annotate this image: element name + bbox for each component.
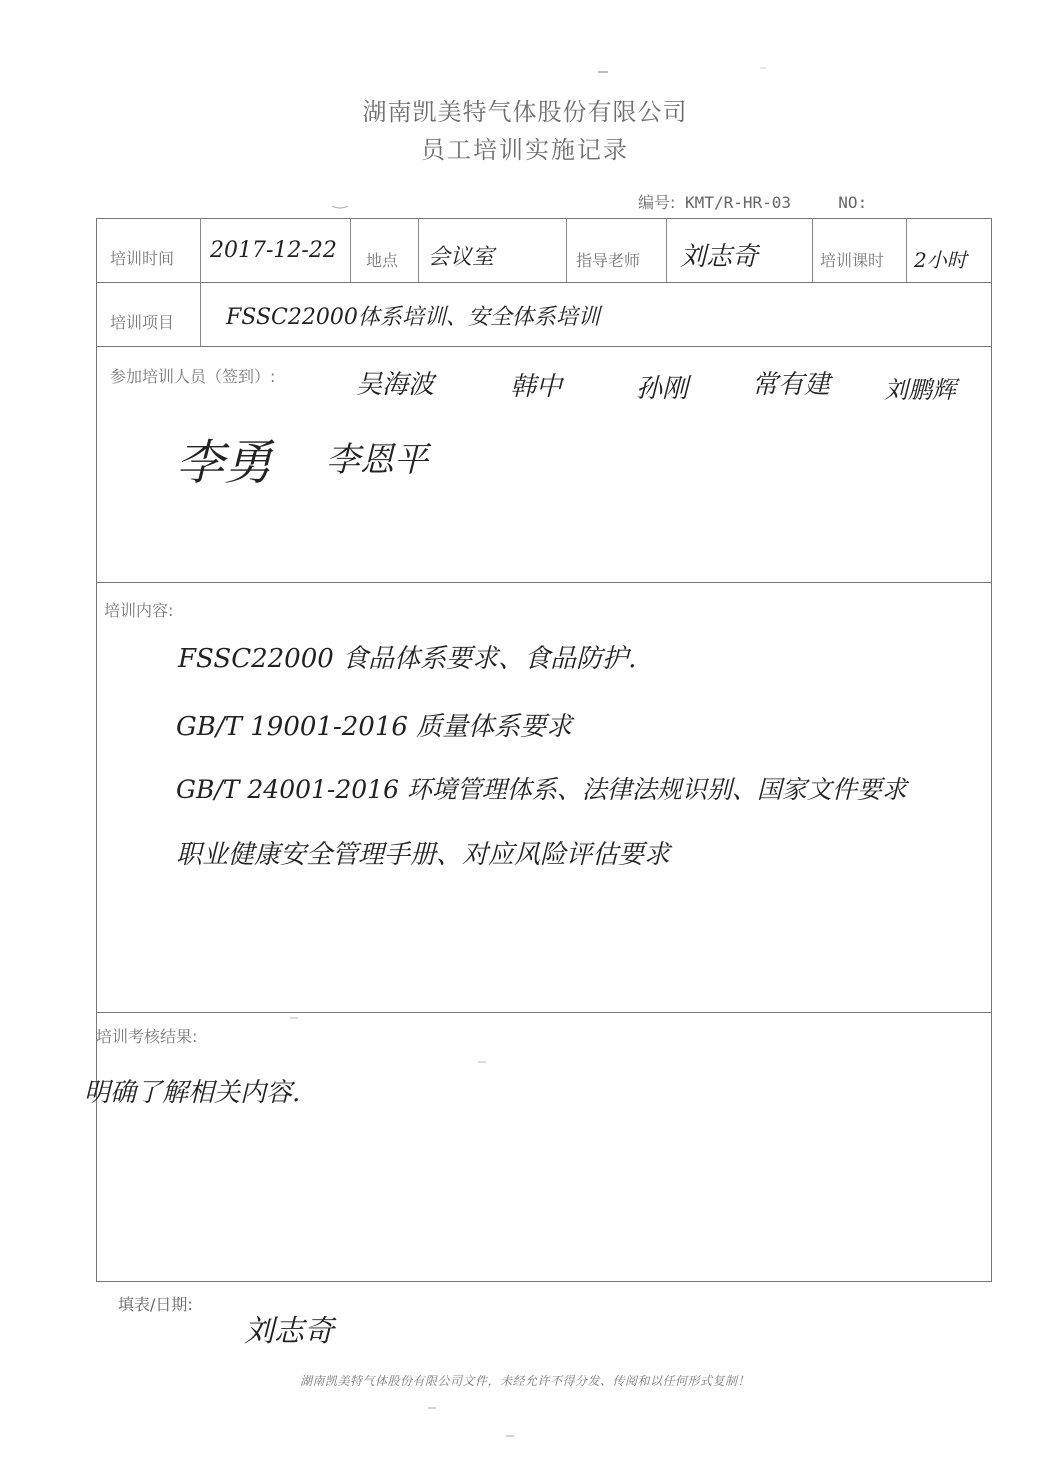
training-time-label: 培训时间	[110, 249, 175, 268]
place-label: 地点	[366, 251, 399, 270]
result-value: 明确了解相关内容.	[84, 1078, 301, 1108]
fill-date-label: 填表/日期:	[118, 1295, 193, 1314]
place-value: 会议室	[428, 245, 495, 270]
content-line: GB/T 24001-2016 环境管理体系、法律法规识别、国家文件要求	[176, 775, 907, 804]
hours-value: 2小时	[914, 248, 967, 272]
attendee-signature: 李勇	[176, 435, 273, 491]
training-project-label: 培训项目	[110, 313, 175, 332]
footer-notice: 湖南凯美特气体股份有限公司文件，未经允许不得分发、传阅和以任何形式复制！	[299, 1374, 750, 1388]
attendee-signature: 孙刚	[636, 374, 689, 404]
content-line: FSSC22000 食品体系要求、食品防护.	[178, 644, 637, 674]
training-time-value: 2017-12-22	[210, 238, 337, 263]
form-title: 员工培训实施记录	[421, 136, 629, 164]
fill-signature: 刘志奇	[244, 1314, 334, 1349]
content-label: 培训内容:	[104, 601, 174, 620]
content-line: 职业健康安全管理手册、对应风险评估要求	[176, 840, 671, 870]
attendee-signature: 李恩平	[326, 440, 428, 480]
training-project-value: FSSC22000体系培训、安全体系培训	[226, 305, 600, 330]
doc-no-value: KMT/R-HR-03	[685, 193, 792, 212]
hours-label: 培训课时	[820, 251, 885, 270]
result-label: 培训考核结果:	[96, 1027, 198, 1046]
attendee-signature: 吴海波	[356, 370, 435, 400]
attendee-signature: 刘鹏辉	[884, 376, 956, 404]
teacher-value: 刘志奇	[680, 242, 759, 272]
no-label: NO:	[838, 193, 868, 212]
doc-no-label: 编号:	[638, 193, 676, 212]
content-line: GB/T 19001-2016 质量体系要求	[176, 712, 573, 742]
attendee-signature: 常有建	[752, 370, 831, 400]
teacher-label: 指导老师	[576, 251, 641, 270]
attendees-label: 参加培训人员（签到）:	[110, 367, 276, 386]
company-name: 湖南凯美特气体股份有限公司	[362, 98, 688, 126]
attendee-signature: 韩中	[510, 372, 563, 402]
